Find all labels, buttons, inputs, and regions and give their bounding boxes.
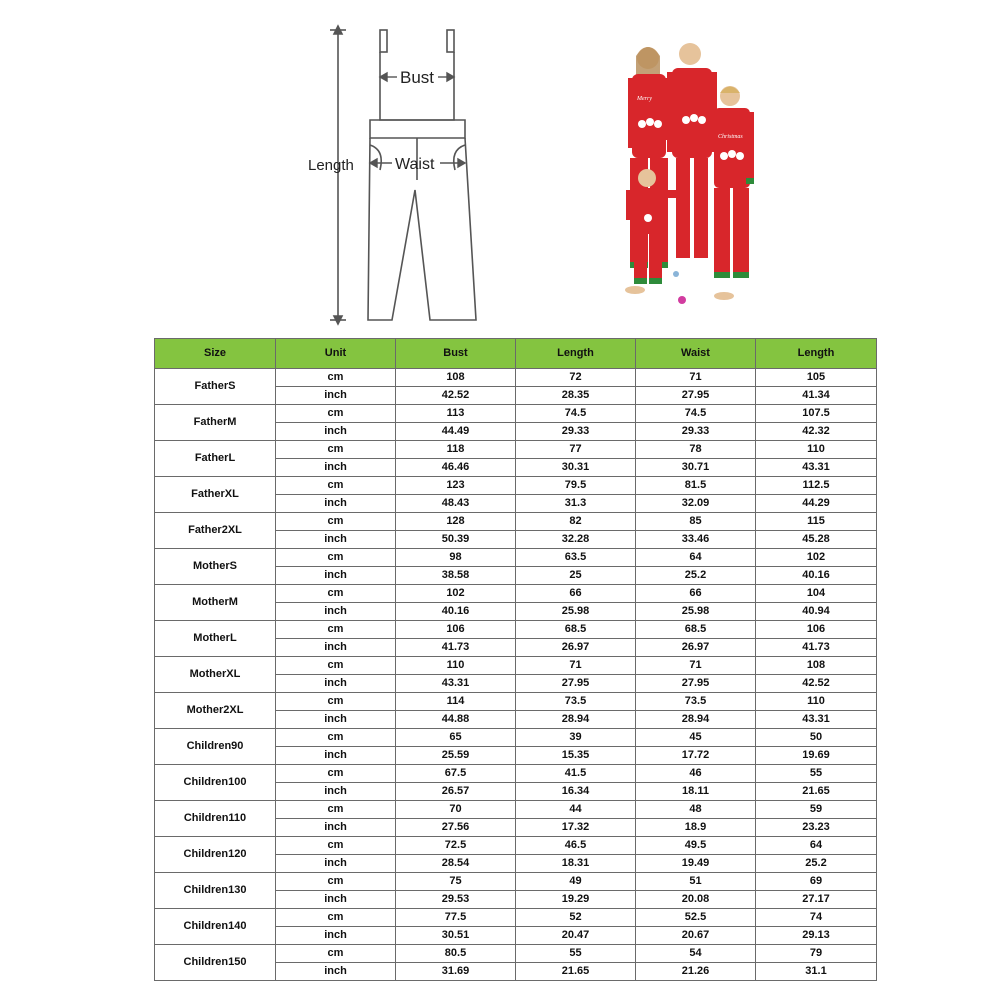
header-waist: Waist bbox=[636, 339, 756, 369]
length-cell: 71 bbox=[516, 657, 636, 675]
waist-cell: 20.67 bbox=[636, 927, 756, 945]
bust-cell: 26.57 bbox=[396, 783, 516, 801]
size-cell: FatherS bbox=[155, 369, 276, 405]
waist-cell: 21.26 bbox=[636, 963, 756, 981]
header-length-total: Length bbox=[756, 339, 877, 369]
size-chart-table bbox=[154, 338, 877, 981]
length-cell: 17.32 bbox=[516, 819, 636, 837]
table-row bbox=[155, 405, 877, 423]
total-length-cell: 74 bbox=[756, 909, 877, 927]
unit-cell: cm bbox=[276, 945, 396, 963]
bust-cell: 75 bbox=[396, 873, 516, 891]
measurement-diagram bbox=[300, 20, 500, 330]
total-length-cell: 44.29 bbox=[756, 495, 877, 513]
bust-cell: 44.49 bbox=[396, 423, 516, 441]
total-length-cell: 25.2 bbox=[756, 855, 877, 873]
waist-cell: 25.2 bbox=[636, 567, 756, 585]
unit-cell: inch bbox=[276, 603, 396, 621]
waist-cell: 68.5 bbox=[636, 621, 756, 639]
unit-cell: cm bbox=[276, 405, 396, 423]
length-cell: 49 bbox=[516, 873, 636, 891]
size-cell: MotherXL bbox=[155, 657, 276, 693]
waist-cell: 45 bbox=[636, 729, 756, 747]
unit-cell: cm bbox=[276, 585, 396, 603]
waist-cell: 19.49 bbox=[636, 855, 756, 873]
total-length-cell: 112.5 bbox=[756, 477, 877, 495]
table-row bbox=[155, 477, 877, 495]
bust-cell: 46.46 bbox=[396, 459, 516, 477]
table-row bbox=[155, 765, 877, 783]
unit-cell: cm bbox=[276, 441, 396, 459]
unit-cell: cm bbox=[276, 729, 396, 747]
length-label: Length bbox=[308, 157, 354, 174]
unit-cell: inch bbox=[276, 927, 396, 945]
size-cell: MotherM bbox=[155, 585, 276, 621]
waist-cell: 51 bbox=[636, 873, 756, 891]
waist-cell: 81.5 bbox=[636, 477, 756, 495]
waist-cell: 28.94 bbox=[636, 711, 756, 729]
father-figure bbox=[667, 43, 717, 258]
waist-cell: 46 bbox=[636, 765, 756, 783]
size-cell: FatherM bbox=[155, 405, 276, 441]
total-length-cell: 29.13 bbox=[756, 927, 877, 945]
table-row bbox=[155, 369, 877, 387]
table-row bbox=[155, 729, 877, 747]
waist-cell: 64 bbox=[636, 549, 756, 567]
unit-cell: cm bbox=[276, 621, 396, 639]
header-length: Length bbox=[516, 339, 636, 369]
waist-cell: 71 bbox=[636, 657, 756, 675]
unit-cell: inch bbox=[276, 567, 396, 585]
header-unit: Unit bbox=[276, 339, 396, 369]
waist-cell: 30.71 bbox=[636, 459, 756, 477]
unit-cell: inch bbox=[276, 459, 396, 477]
table-row bbox=[155, 549, 877, 567]
length-cell: 72 bbox=[516, 369, 636, 387]
unit-cell: cm bbox=[276, 801, 396, 819]
total-length-cell: 104 bbox=[756, 585, 877, 603]
length-cell: 39 bbox=[516, 729, 636, 747]
bust-cell: 123 bbox=[396, 477, 516, 495]
waist-cell: 18.9 bbox=[636, 819, 756, 837]
bust-cell: 30.51 bbox=[396, 927, 516, 945]
total-length-cell: 110 bbox=[756, 693, 877, 711]
total-length-cell: 40.16 bbox=[756, 567, 877, 585]
mother-shirt-text: Merry bbox=[637, 96, 652, 102]
total-length-cell: 55 bbox=[756, 765, 877, 783]
size-cell: Father2XL bbox=[155, 513, 276, 549]
total-length-cell: 79 bbox=[756, 945, 877, 963]
length-cell: 55 bbox=[516, 945, 636, 963]
size-cell: Children120 bbox=[155, 837, 276, 873]
total-length-cell: 45.28 bbox=[756, 531, 877, 549]
total-length-cell: 31.1 bbox=[756, 963, 877, 981]
size-cell: Children90 bbox=[155, 729, 276, 765]
length-cell: 73.5 bbox=[516, 693, 636, 711]
waist-cell: 49.5 bbox=[636, 837, 756, 855]
size-cell: Mother2XL bbox=[155, 693, 276, 729]
length-cell: 63.5 bbox=[516, 549, 636, 567]
waist-cell: 73.5 bbox=[636, 693, 756, 711]
bust-cell: 70 bbox=[396, 801, 516, 819]
total-length-cell: 102 bbox=[756, 549, 877, 567]
bust-cell: 108 bbox=[396, 369, 516, 387]
table-row bbox=[155, 513, 877, 531]
total-length-cell: 59 bbox=[756, 801, 877, 819]
length-cell: 68.5 bbox=[516, 621, 636, 639]
length-cell: 30.31 bbox=[516, 459, 636, 477]
boy-figure bbox=[714, 86, 754, 300]
bust-cell: 65 bbox=[396, 729, 516, 747]
waist-cell: 48 bbox=[636, 801, 756, 819]
total-length-cell: 23.23 bbox=[756, 819, 877, 837]
size-cell: Children100 bbox=[155, 765, 276, 801]
bust-cell: 67.5 bbox=[396, 765, 516, 783]
table-row bbox=[155, 945, 877, 963]
total-length-cell: 42.32 bbox=[756, 423, 877, 441]
total-length-cell: 50 bbox=[756, 729, 877, 747]
size-cell: MotherS bbox=[155, 549, 276, 585]
waist-cell: 27.95 bbox=[636, 675, 756, 693]
waist-cell: 52.5 bbox=[636, 909, 756, 927]
unit-cell: inch bbox=[276, 387, 396, 405]
length-cell: 46.5 bbox=[516, 837, 636, 855]
bust-cell: 44.88 bbox=[396, 711, 516, 729]
unit-cell: cm bbox=[276, 873, 396, 891]
bust-cell: 77.5 bbox=[396, 909, 516, 927]
bust-label: Bust bbox=[400, 68, 435, 87]
length-cell: 77 bbox=[516, 441, 636, 459]
size-cell: MotherL bbox=[155, 621, 276, 657]
waist-label: Waist bbox=[395, 156, 435, 173]
waist-cell: 20.08 bbox=[636, 891, 756, 909]
bust-cell: 29.53 bbox=[396, 891, 516, 909]
bust-cell: 43.31 bbox=[396, 675, 516, 693]
bust-cell: 128 bbox=[396, 513, 516, 531]
length-cell: 16.34 bbox=[516, 783, 636, 801]
size-cell: Children130 bbox=[155, 873, 276, 909]
table-row bbox=[155, 837, 877, 855]
bust-cell: 98 bbox=[396, 549, 516, 567]
unit-cell: cm bbox=[276, 765, 396, 783]
total-length-cell: 64 bbox=[756, 837, 877, 855]
length-cell: 26.97 bbox=[516, 639, 636, 657]
bust-cell: 72.5 bbox=[396, 837, 516, 855]
size-cell: FatherXL bbox=[155, 477, 276, 513]
unit-cell: inch bbox=[276, 531, 396, 549]
unit-cell: inch bbox=[276, 639, 396, 657]
total-length-cell: 41.34 bbox=[756, 387, 877, 405]
unit-cell: inch bbox=[276, 711, 396, 729]
total-length-cell: 106 bbox=[756, 621, 877, 639]
waist-cell: 74.5 bbox=[636, 405, 756, 423]
waist-cell: 66 bbox=[636, 585, 756, 603]
total-length-cell: 43.31 bbox=[756, 711, 877, 729]
length-cell: 15.35 bbox=[516, 747, 636, 765]
unit-cell: inch bbox=[276, 423, 396, 441]
total-length-cell: 21.65 bbox=[756, 783, 877, 801]
length-cell: 82 bbox=[516, 513, 636, 531]
total-length-cell: 108 bbox=[756, 657, 877, 675]
unit-cell: cm bbox=[276, 549, 396, 567]
waist-cell: 71 bbox=[636, 369, 756, 387]
total-length-cell: 115 bbox=[756, 513, 877, 531]
total-length-cell: 107.5 bbox=[756, 405, 877, 423]
waist-cell: 54 bbox=[636, 945, 756, 963]
length-cell: 20.47 bbox=[516, 927, 636, 945]
bust-cell: 110 bbox=[396, 657, 516, 675]
unit-cell: cm bbox=[276, 513, 396, 531]
bust-cell: 42.52 bbox=[396, 387, 516, 405]
table-row bbox=[155, 909, 877, 927]
length-cell: 52 bbox=[516, 909, 636, 927]
table-row bbox=[155, 873, 877, 891]
unit-cell: cm bbox=[276, 369, 396, 387]
length-cell: 41.5 bbox=[516, 765, 636, 783]
table-row bbox=[155, 657, 877, 675]
waist-cell: 33.46 bbox=[636, 531, 756, 549]
waist-cell: 78 bbox=[636, 441, 756, 459]
size-cell: Children140 bbox=[155, 909, 276, 945]
length-cell: 28.94 bbox=[516, 711, 636, 729]
header-size: Size bbox=[155, 339, 276, 369]
total-length-cell: 110 bbox=[756, 441, 877, 459]
length-cell: 19.29 bbox=[516, 891, 636, 909]
unit-cell: inch bbox=[276, 819, 396, 837]
unit-cell: inch bbox=[276, 747, 396, 765]
total-length-cell: 42.52 bbox=[756, 675, 877, 693]
bust-cell: 31.69 bbox=[396, 963, 516, 981]
size-cell: FatherL bbox=[155, 441, 276, 477]
table-row bbox=[155, 693, 877, 711]
boy-shirt-text: Christmas bbox=[718, 134, 743, 140]
bust-cell: 106 bbox=[396, 621, 516, 639]
length-cell: 29.33 bbox=[516, 423, 636, 441]
bust-cell: 50.39 bbox=[396, 531, 516, 549]
table-row bbox=[155, 801, 877, 819]
length-cell: 21.65 bbox=[516, 963, 636, 981]
waist-cell: 29.33 bbox=[636, 423, 756, 441]
total-length-cell: 27.17 bbox=[756, 891, 877, 909]
unit-cell: cm bbox=[276, 657, 396, 675]
bust-cell: 118 bbox=[396, 441, 516, 459]
unit-cell: inch bbox=[276, 891, 396, 909]
total-length-cell: 40.94 bbox=[756, 603, 877, 621]
bust-cell: 27.56 bbox=[396, 819, 516, 837]
unit-cell: inch bbox=[276, 495, 396, 513]
waist-cell: 25.98 bbox=[636, 603, 756, 621]
length-cell: 27.95 bbox=[516, 675, 636, 693]
waist-cell: 18.11 bbox=[636, 783, 756, 801]
waist-cell: 26.97 bbox=[636, 639, 756, 657]
length-cell: 31.3 bbox=[516, 495, 636, 513]
bust-cell: 41.73 bbox=[396, 639, 516, 657]
bust-cell: 113 bbox=[396, 405, 516, 423]
bust-cell: 38.58 bbox=[396, 567, 516, 585]
length-cell: 28.35 bbox=[516, 387, 636, 405]
family-pajamas-photo bbox=[590, 38, 780, 318]
total-length-cell: 41.73 bbox=[756, 639, 877, 657]
bust-cell: 48.43 bbox=[396, 495, 516, 513]
size-cell: Children150 bbox=[155, 945, 276, 981]
size-cell: Children110 bbox=[155, 801, 276, 837]
bust-cell: 114 bbox=[396, 693, 516, 711]
table-row bbox=[155, 441, 877, 459]
length-cell: 79.5 bbox=[516, 477, 636, 495]
waist-cell: 27.95 bbox=[636, 387, 756, 405]
waist-cell: 85 bbox=[636, 513, 756, 531]
table-row bbox=[155, 621, 877, 639]
unit-cell: inch bbox=[276, 783, 396, 801]
bust-cell: 80.5 bbox=[396, 945, 516, 963]
length-cell: 74.5 bbox=[516, 405, 636, 423]
waist-cell: 32.09 bbox=[636, 495, 756, 513]
unit-cell: cm bbox=[276, 693, 396, 711]
bust-cell: 102 bbox=[396, 585, 516, 603]
table-row bbox=[155, 585, 877, 603]
unit-cell: cm bbox=[276, 909, 396, 927]
unit-cell: inch bbox=[276, 963, 396, 981]
unit-cell: cm bbox=[276, 837, 396, 855]
bust-cell: 28.54 bbox=[396, 855, 516, 873]
bust-cell: 25.59 bbox=[396, 747, 516, 765]
table-header-row bbox=[155, 339, 877, 369]
header-bust: Bust bbox=[396, 339, 516, 369]
unit-cell: cm bbox=[276, 477, 396, 495]
length-cell: 66 bbox=[516, 585, 636, 603]
length-cell: 44 bbox=[516, 801, 636, 819]
length-cell: 32.28 bbox=[516, 531, 636, 549]
bust-cell: 40.16 bbox=[396, 603, 516, 621]
unit-cell: inch bbox=[276, 855, 396, 873]
total-length-cell: 43.31 bbox=[756, 459, 877, 477]
waist-cell: 17.72 bbox=[636, 747, 756, 765]
unit-cell: inch bbox=[276, 675, 396, 693]
total-length-cell: 69 bbox=[756, 873, 877, 891]
length-cell: 25 bbox=[516, 567, 636, 585]
total-length-cell: 105 bbox=[756, 369, 877, 387]
length-cell: 25.98 bbox=[516, 603, 636, 621]
total-length-cell: 19.69 bbox=[756, 747, 877, 765]
length-cell: 18.31 bbox=[516, 855, 636, 873]
